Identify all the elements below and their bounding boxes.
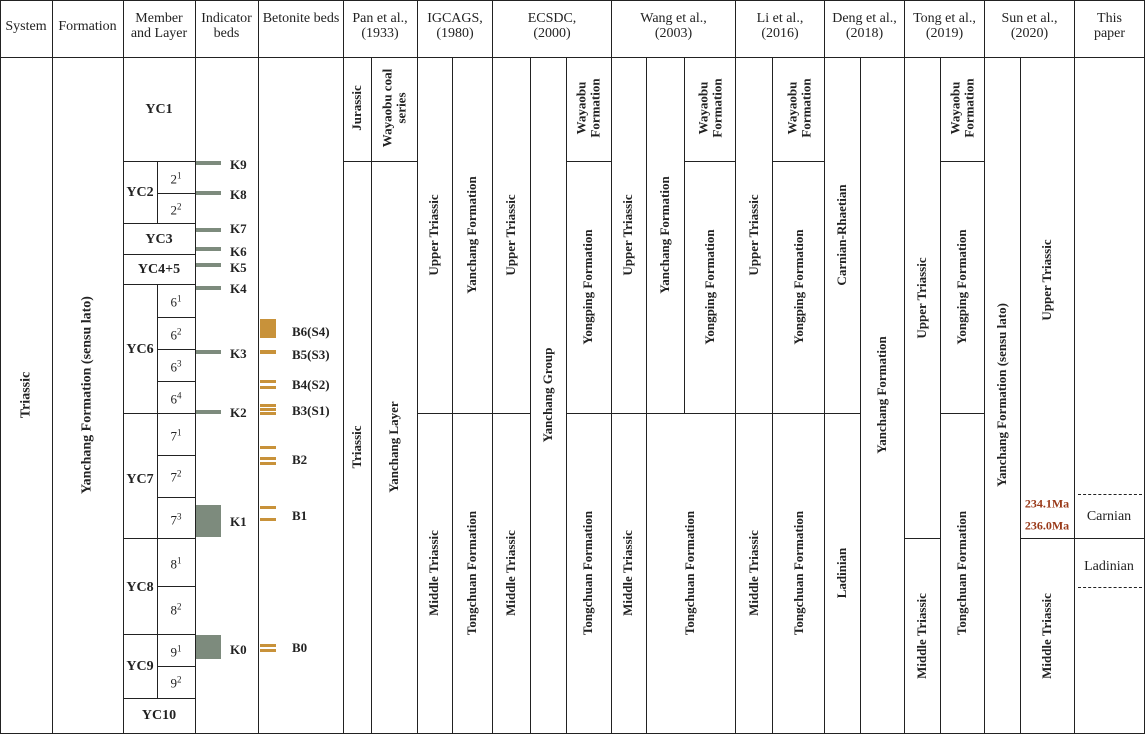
header-sun: Sun et al., (2020): [1001, 11, 1058, 41]
betonite-bar-b5: [260, 350, 276, 354]
indicator-k0: K0: [230, 642, 247, 657]
betonite-bar-b1a: [260, 506, 276, 509]
indicator-bar-k2: [196, 410, 221, 414]
sun-middle: Middle Triassic: [1039, 593, 1055, 679]
member-yc8: YC8: [126, 580, 154, 595]
betonite-b3: B3(S1): [292, 403, 330, 418]
indicator-bar-k8: [196, 191, 221, 195]
ecsdc-group: Yanchang Group: [540, 347, 556, 443]
header-wang: Wang et al., (2003): [640, 11, 707, 41]
li-tongchuan: Tongchuan Formation: [791, 510, 807, 636]
header-system: System: [5, 19, 47, 34]
betonite-b0: B0: [292, 640, 308, 655]
igcags-middle: Middle Triassic: [426, 530, 442, 616]
betonite-bar-b2c: [260, 462, 276, 465]
indicator-bar-k5: [196, 263, 221, 267]
pan-yanchang-layer: Yanchang Layer: [386, 401, 402, 493]
header-betonite: Betonite beds: [262, 11, 340, 26]
ecsdc-wayaobu: Wayaobu Formation: [573, 78, 602, 138]
indicator-k6: K6: [230, 244, 247, 259]
ecsdc-yongping: Yongping Formation: [580, 229, 596, 345]
layer-2-1: $2^1$: [170, 170, 182, 187]
deng-carnian-rhaetian: Carnian-Rhaetian: [834, 184, 850, 286]
tong-wayaobu: Wayaobu Formation: [947, 78, 976, 138]
member-yc45: YC4+5: [137, 262, 181, 277]
this-carnian: Carnian: [1086, 509, 1132, 524]
indicator-k7: K7: [230, 221, 247, 236]
betonite-bar-b2b: [260, 457, 276, 460]
pan-wayaobu: Wayaobu coal series: [379, 68, 408, 148]
sun-formation: Yanchang Formation (sensu lato): [994, 303, 1010, 487]
this-dash-upper: [1078, 494, 1142, 495]
tong-upper: Upper Triassic: [914, 257, 930, 339]
betonite-bar-b0a: [260, 644, 276, 647]
formation-yanchang: Yanchang Formation (sensu lato): [79, 296, 95, 494]
betonite-bar-b6: [260, 319, 276, 338]
this-dash-lower: [1078, 587, 1142, 588]
header-pan: Pan et al., (1933): [352, 11, 408, 41]
deng-ladinian: Ladinian: [834, 547, 850, 599]
indicator-bar-k7: [196, 228, 221, 232]
header-formation: Formation: [58, 19, 117, 34]
ecsdc-upper: Upper Triassic: [503, 194, 519, 276]
member-yc7: YC7: [126, 472, 154, 487]
betonite-bar-b3c: [260, 412, 276, 415]
wang-yongping: Yongping Formation: [702, 229, 718, 345]
layer-8-1: $8^1$: [170, 555, 182, 572]
indicator-k5: K5: [230, 260, 247, 275]
member-yc9: YC9: [126, 659, 154, 674]
sun-age-236: 236.0Ma: [1024, 518, 1070, 533]
system-triassic: Triassic: [18, 371, 34, 419]
tong-tongchuan: Tongchuan Formation: [954, 510, 970, 636]
indicator-k4: K4: [230, 281, 247, 296]
member-yc2: YC2: [126, 185, 154, 200]
member-yc10: YC10: [141, 708, 177, 723]
indicator-k1: K1: [230, 514, 247, 529]
member-yc1: YC1: [145, 102, 173, 117]
layer-7-3: $7^3$: [170, 511, 182, 528]
layer-9-2: $9^2$: [170, 674, 182, 691]
betonite-bar-b3b: [260, 408, 276, 411]
header-igcags: IGCAGS, (1980): [427, 11, 483, 41]
li-middle: Middle Triassic: [746, 530, 762, 616]
betonite-b2: B2: [292, 452, 308, 467]
li-yongping: Yongping Formation: [791, 229, 807, 345]
sun-upper: Upper Triassic: [1039, 239, 1055, 321]
betonite-bar-b1b: [260, 518, 276, 521]
ecsdc-middle: Middle Triassic: [503, 530, 519, 616]
igcags-upper: Upper Triassic: [426, 194, 442, 276]
deng-yanchang: Yanchang Formation: [874, 336, 890, 454]
header-li: Li et al., (2016): [756, 11, 804, 41]
header-ecsdc: ECSDC, (2000): [527, 11, 577, 41]
layer-8-2: $8^2$: [170, 601, 182, 618]
indicator-bar-k9: [196, 161, 221, 165]
layer-6-4: $6^4$: [170, 390, 182, 407]
indicator-k9: K9: [230, 157, 247, 172]
header-indicator: Indicator beds: [201, 11, 252, 41]
indicator-bar-k4: [196, 286, 221, 290]
betonite-b4: B4(S2): [292, 377, 330, 392]
wang-middle: Middle Triassic: [620, 530, 636, 616]
header-member: Member and Layer: [130, 11, 188, 41]
header-deng: Deng et al., (2018): [832, 11, 897, 41]
layer-6-2: $6^2$: [170, 326, 182, 343]
betonite-bar-b0b: [260, 649, 276, 652]
layer-6-1: $6^1$: [170, 293, 182, 310]
indicator-bar-k6: [196, 247, 221, 251]
indicator-k2: K2: [230, 405, 247, 420]
betonite-b5: B5(S3): [292, 347, 330, 362]
indicator-bar-k3: [196, 350, 221, 354]
member-yc6: YC6: [126, 342, 154, 357]
this-ladinian: Ladinian: [1084, 559, 1134, 574]
betonite-bar-b2a: [260, 446, 276, 449]
header-tong: Tong et al., (2019): [913, 11, 976, 41]
layer-6-3: $6^3$: [170, 358, 182, 375]
wang-wayaobu: Wayaobu Formation: [695, 78, 724, 138]
indicator-bar-k1: [196, 505, 221, 537]
layer-2-2: $2^2$: [170, 201, 182, 218]
wang-upper: Upper Triassic: [620, 194, 636, 276]
betonite-bar-b4a: [260, 380, 276, 383]
indicator-bar-k0: [196, 635, 221, 659]
indicator-k3: K3: [230, 346, 247, 361]
pan-triassic: Triassic: [349, 425, 365, 469]
betonite-bar-b4b: [260, 386, 276, 389]
indicator-k8: K8: [230, 187, 247, 202]
betonite-bar-b3a: [260, 404, 276, 407]
li-wayaobu: Wayaobu Formation: [784, 78, 813, 138]
sun-age-234: 234.1Ma: [1024, 496, 1070, 511]
ecsdc-tongchuan: Tongchuan Formation: [580, 510, 596, 636]
layer-7-1: $7^1$: [170, 427, 182, 444]
layer-7-2: $7^2$: [170, 468, 182, 485]
betonite-b1: B1: [292, 508, 308, 523]
li-upper: Upper Triassic: [746, 194, 762, 276]
wang-yanchang: Yanchang Formation: [657, 176, 673, 294]
wang-tongchuan: Tongchuan Formation: [682, 510, 698, 636]
igcags-tongchuan: Tongchuan Formation: [464, 510, 480, 636]
layer-9-1: $9^1$: [170, 643, 182, 660]
header-this: This paper: [1093, 11, 1126, 41]
igcags-yanchang: Yanchang Formation: [464, 176, 480, 294]
pan-jurassic: Jurassic: [349, 85, 365, 131]
tong-middle: Middle Triassic: [914, 593, 930, 679]
tong-yongping: Yongping Formation: [954, 229, 970, 345]
member-yc3: YC3: [145, 232, 173, 247]
betonite-b6: B6(S4): [292, 324, 330, 339]
